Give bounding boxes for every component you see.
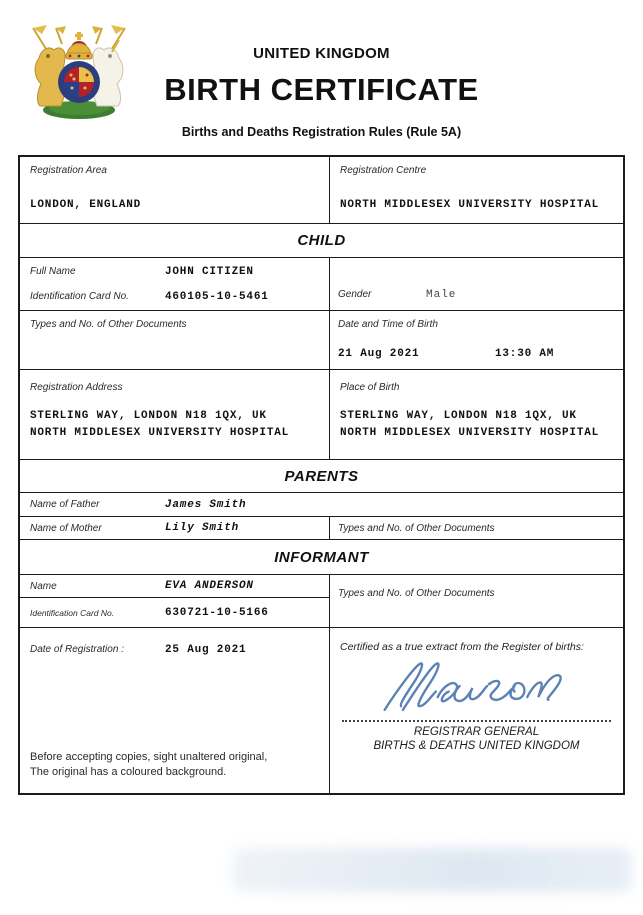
gender-value: Male (426, 289, 457, 301)
full-name-value: JOHN CITIZEN (165, 266, 254, 278)
date-of-registration-label: Date of Registration : (30, 644, 124, 655)
child-name-id-cell (20, 258, 330, 310)
child-other-docs-label: Types and No. of Other Documents (30, 319, 187, 330)
mother-cell (20, 517, 330, 539)
section-header-parents: PARENTS (20, 460, 623, 493)
copy-notice-line1: Before accepting copies, sight unaltered original, (30, 751, 268, 763)
signature-dotted-line (342, 720, 611, 722)
registration-address-line2: NORTH MIDDLESEX UNIVERSITY HOSPITAL (30, 427, 290, 439)
registration-address-label: Registration Address (30, 382, 123, 393)
place-of-birth-cell (330, 370, 623, 459)
father-value: James Smith (165, 498, 247, 511)
date-of-registration-value: 25 Aug 2021 (165, 644, 247, 656)
father-cell (20, 493, 623, 516)
full-name-label: Full Name (30, 266, 76, 277)
child-identity-row (20, 258, 623, 311)
registration-area-value: LONDON, ENGLAND (30, 199, 142, 211)
registrar-title-line1: REGISTRAR GENERAL (413, 726, 540, 738)
father-label: Name of Father (30, 499, 100, 510)
informant-row (20, 575, 623, 628)
child-docs-birth-row (20, 311, 623, 370)
registration-address-line1: STERLING WAY, LONDON N18 1QX, UK (30, 410, 267, 422)
child-other-docs-cell (20, 311, 330, 369)
mother-row (20, 517, 623, 540)
mother-value: Lily Smith (165, 522, 240, 534)
informant-other-docs-label: Types and No. of Other Documents (338, 588, 495, 599)
registration-row (20, 157, 623, 224)
registration-centre-cell (330, 157, 623, 223)
father-row (20, 493, 623, 517)
certification-cell (330, 628, 623, 793)
registration-area-label: Registration Area (30, 165, 107, 176)
birth-date-value: 21 Aug 2021 (338, 348, 420, 360)
gender-cell (330, 258, 623, 310)
date-of-registration-cell (20, 628, 330, 793)
place-of-birth-line2: NORTH MIDDLESEX UNIVERSITY HOSPITAL (340, 427, 600, 439)
place-of-birth-label: Place of Birth (340, 382, 400, 393)
place-of-birth-line1: STERLING WAY, LONDON N18 1QX, UK (340, 410, 577, 422)
birth-time-value: 13:30 AM (495, 348, 555, 360)
gender-label: Gender (338, 289, 372, 300)
child-id-value: 460105-10-5461 (165, 291, 269, 303)
registration-centre-value: NORTH MIDDLESEX UNIVERSITY HOSPITAL (340, 199, 600, 211)
birth-datetime-label: Date and Time of Birth (338, 319, 438, 330)
informant-id-cell (20, 598, 329, 627)
informant-id-label: Identification Card No. (30, 607, 115, 618)
country-title: UNITED KINGDOM (253, 45, 390, 62)
birth-datetime-cell (330, 311, 623, 369)
scan-watermark-smudge (232, 848, 632, 892)
informant-name-cell (20, 575, 329, 598)
registrar-signature-scrawl-icon (367, 655, 587, 719)
section-header-informant: INFORMANT (20, 540, 623, 575)
mother-label: Name of Mother (30, 522, 102, 534)
registration-centre-label: Registration Centre (340, 165, 427, 176)
copy-notice-line2: The original has a coloured background. (30, 766, 227, 778)
section-header-child: CHILD (20, 224, 623, 258)
certified-statement: Certified as a true extract from the Register of births: (340, 641, 584, 653)
informant-id-value: 630721-10-5166 (165, 606, 269, 619)
rule-subtitle: Births and Deaths Registration Rules (Rule 5A) (181, 125, 462, 139)
parents-other-docs-cell (330, 517, 623, 539)
registrar-title-line2: BIRTHS & DEATHS UNITED KINGDOM (373, 740, 580, 752)
informant-other-docs-cell (330, 575, 623, 627)
registration-certification-row (20, 628, 623, 793)
registration-address-cell (20, 370, 330, 459)
informant-name-label: Name (30, 580, 57, 592)
address-row (20, 370, 623, 460)
informant-name-value: EVA ANDERSON (165, 580, 254, 592)
certificate-table (18, 155, 625, 795)
copy-notice (30, 750, 323, 780)
child-id-label: Identification Card No. (30, 291, 129, 302)
parents-other-docs-label: Types and No. of Other Documents (338, 522, 495, 534)
informant-left-cell (20, 575, 330, 627)
certificate-title: BIRTH CERTIFICATE (164, 72, 479, 107)
registration-area-cell (20, 157, 330, 223)
